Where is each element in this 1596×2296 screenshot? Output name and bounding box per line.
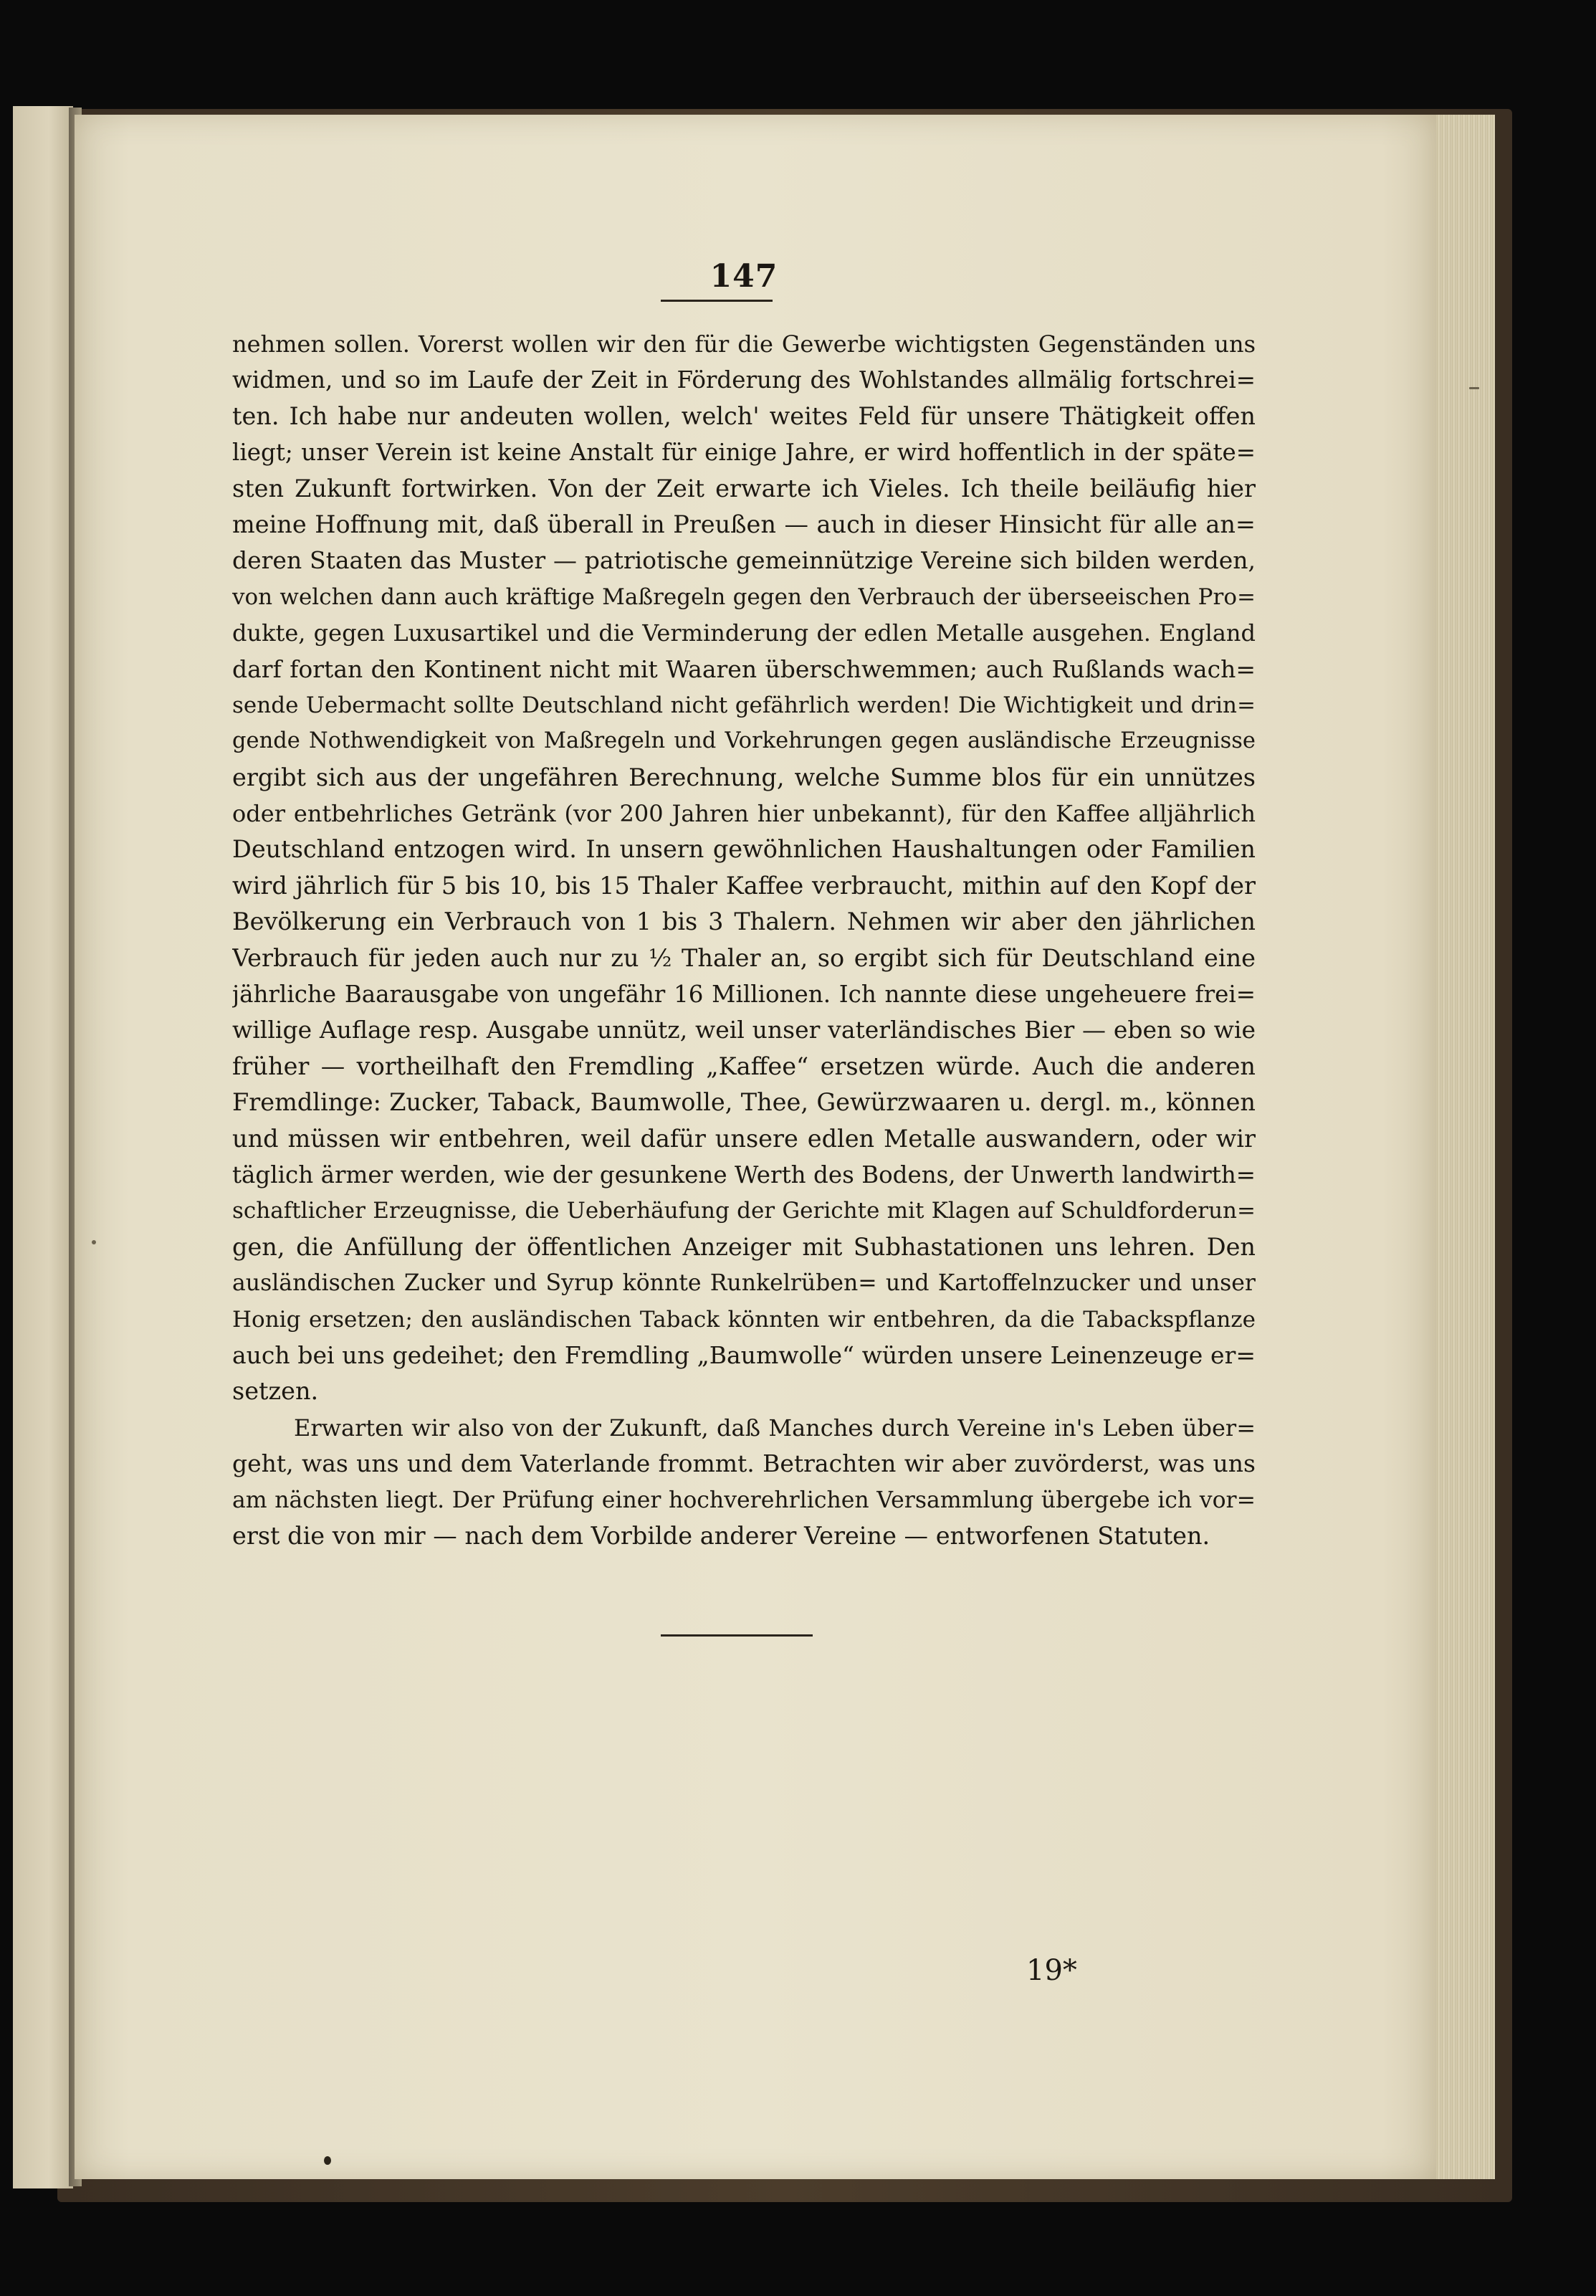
text-line: ergibt sich aus der ungefähren Berechnung, welche Summe blos für ein unnützes	[232, 763, 1256, 791]
text-line: ausländischen Zucker und Syrup könnte Runkelrüben= und Kartoffelnzucker und unser	[232, 1270, 1256, 1297]
text-line: deren Staaten das Muster — patriotische gemeinnützige Vereine sich bilden werden,	[232, 546, 1256, 575]
page-number: 147	[709, 258, 778, 295]
text-line: Honig ersetzen; den ausländischen Taback könnten wir entbehren, da die Tabackspflanze	[232, 1306, 1256, 1333]
text-line: Fremdlinge: Zucker, Taback, Baumwolle, Thee, Gewürzwaaren u. dergl. m., können	[232, 1088, 1256, 1117]
paragraph-1	[232, 326, 1256, 1410]
page-number-rule	[661, 300, 773, 302]
text-line: Bevölkerung ein Verbrauch von 1 bis 3 Thalern. Nehmen wir aber den jährlichen	[232, 908, 1256, 936]
page-edges	[1430, 115, 1495, 2179]
text-line: nehmen sollen. Vorerst wollen wir den für die Gewerbe wichtigsten Gegenständen uns	[232, 330, 1256, 358]
text-line: darf fortan den Kontinent nicht mit Waaren überschwemmen; auch Rußlands wach=	[232, 654, 1256, 683]
text-line: von welchen dann auch kräftige Maßregeln gegen den Verbrauch der überseeischen Pro=	[232, 583, 1256, 610]
text-line: sten Zukunft fortwirken. Von der Zeit erwarte ich Vieles. Ich theile beiläufig hier	[232, 474, 1256, 502]
text-line: gen, die Anfüllung der öffentlichen Anzeiger mit Subhastationen uns lehren. Den	[232, 1232, 1256, 1261]
text-line: widmen, und so im Laufe der Zeit in Förderung des Wohlstandes allmälig fortschrei=	[232, 366, 1256, 394]
text-line: liegt; unser Verein ist keine Anstalt für einige Jahre, er wird hoffentlich in der späte=	[232, 439, 1256, 467]
text-line: Verbrauch für jeden auch nur zu ½ Thaler an, so ergibt sich für Deutschland eine	[232, 943, 1256, 972]
paper-speck	[92, 1240, 96, 1244]
printer-signature: 19*	[1026, 1954, 1077, 1987]
text-line: geht, was uns und dem Vaterlande frommt. Betrachten wir aber zuvörderst, was uns	[232, 1449, 1256, 1478]
text-line: meine Hoffnung mit, daß überall in Preußen — auch in dieser Hinsicht für alle an=	[232, 510, 1256, 538]
text-line: sende Uebermacht sollte Deutschland nicht gefährlich werden! Die Wichtigkeit und drin=	[232, 692, 1256, 718]
text-line: setzen.	[232, 1377, 319, 1406]
text-line: am nächsten liegt. Der Prüfung einer hochverehrlichen Versammlung übergebe ich vor=	[232, 1487, 1256, 1513]
text-line: gende Nothwendigkeit von Maßregeln und Vorkehrungen gegen ausländische Erzeugnisse	[232, 728, 1256, 754]
text-line: wird jährlich für 5 bis 10, bis 15 Thaler Kaffee verbraucht, mithin auf den Kopf der	[232, 871, 1256, 900]
paragraph-2	[232, 1410, 1256, 1555]
text-line: erst die von mir — nach dem Vorbilde anderer Vereine — entworfenen Statuten.	[232, 1521, 1210, 1550]
text-line: schaftlicher Erzeugnisse, die Ueberhäufung der Gerichte mit Klagen auf Schuldforderun=	[232, 1198, 1256, 1224]
paper-speck	[324, 2156, 331, 2165]
text-line: oder entbehrliches Getränk (vor 200 Jahren hier unbekannt), für den Kaffee alljährlich	[232, 800, 1256, 828]
end-rule	[661, 1634, 813, 1637]
text-line: früher — vortheilhaft den Fremdling „Kaffee“ ersetzen würde. Auch die anderen	[232, 1052, 1256, 1080]
text-line: Erwarten wir also von der Zukunft, daß Manches durch Vereine in's Leben über=	[294, 1414, 1256, 1442]
text-line: und müssen wir entbehren, weil dafür unsere edlen Metalle auswandern, oder wir	[232, 1124, 1256, 1153]
text-line: willige Auflage resp. Ausgabe unnütz, weil unser vaterländisches Bier — eben so wie	[232, 1016, 1256, 1044]
text-line: auch bei uns gedeihet; den Fremdling „Baumwolle“ würden unsere Leinenzeuge er=	[232, 1340, 1256, 1369]
text-line: täglich ärmer werden, wie der gesunkene Werth des Bodens, der Unwerth landwirth=	[232, 1161, 1256, 1189]
facing-page-edge	[13, 106, 73, 2188]
text-line: dukte, gegen Luxusartikel und die Verminderung der edlen Metalle ausgehen. England	[232, 619, 1256, 647]
text-line: Deutschland entzogen wird. In unsern gewöhnlichen Haushaltungen oder Familien	[232, 835, 1256, 864]
text-line: jährliche Baarausgabe von ungefähr 16 Millionen. Ich nannte diese ungeheuere frei=	[232, 981, 1256, 1009]
text-line: ten. Ich habe nur andeuten wollen, welch' weites Feld für unsere Thätigkeit offen	[232, 401, 1256, 430]
body-text	[232, 326, 1256, 1554]
paper-speck	[1469, 387, 1479, 389]
